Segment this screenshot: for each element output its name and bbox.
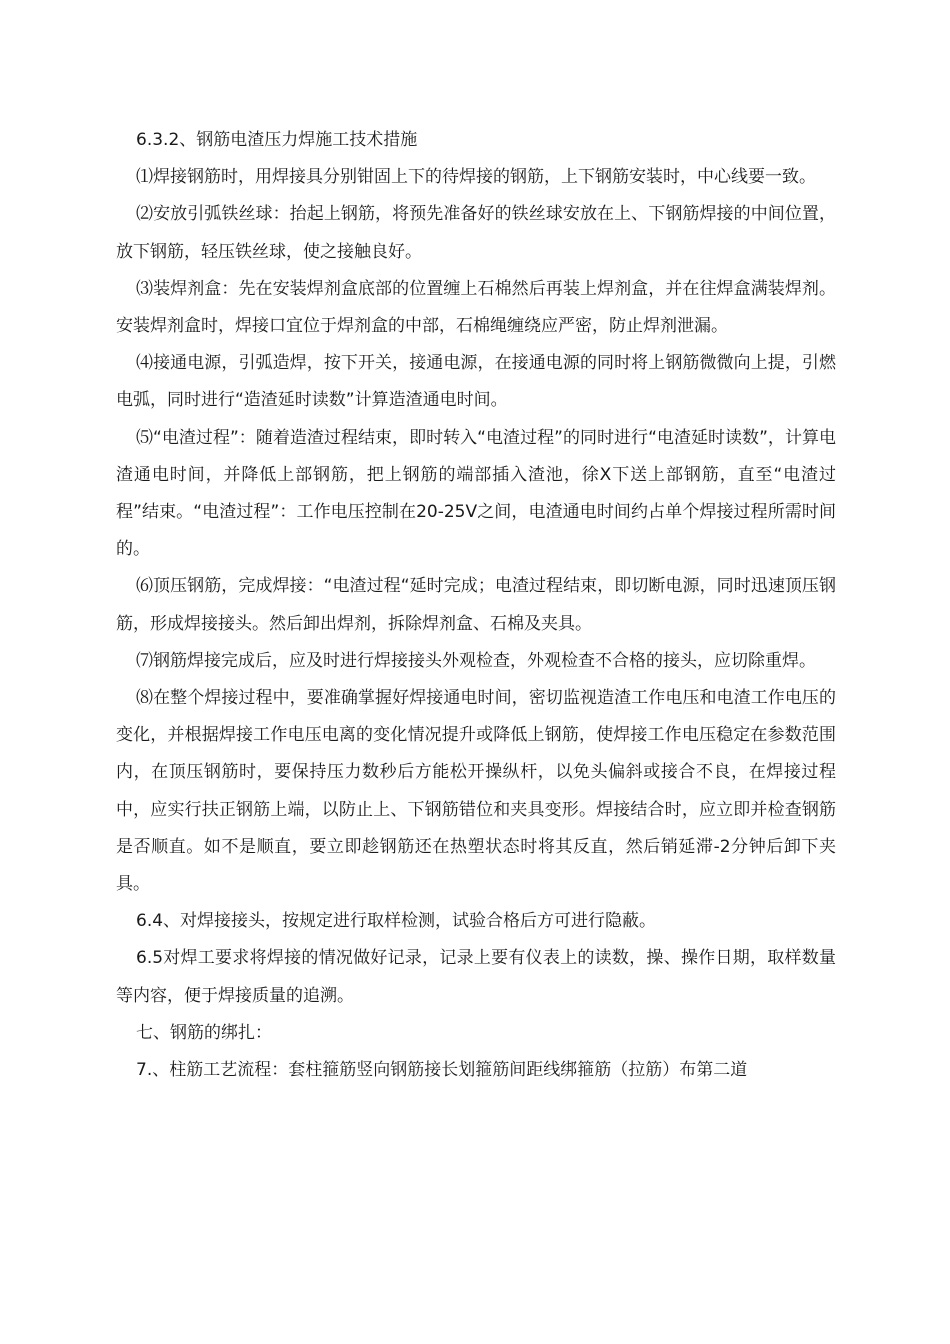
- paragraph-step-8: ⑻在整个焊接过程中，要准确掌握好焊接通电时间，密切监视造渣工作电压和电渣工作电压的变化，并根据焊接工作电压电离的变化情况提升或降低上钢筋，使焊接工作电压稳定在参数范围内，在顶压钢筋时，要保持压力数秒后方能松开操纵杆，以免头偏斜或接合不良，在焊接过程中，应实行扶正钢筋上端，以防止上、下钢筋错位和夹具变形。焊接结合时，应立即并检查钢筋是否顺直。如不是顺直，要立即趁钢筋还在热塑状态时将其反直，然后销延滞-2分钟后卸下夹具。: [116, 688, 836, 895]
- section-heading-7: 七、钢筋的绑扎：: [136, 1022, 272, 1043]
- paragraph-6-4: 6.4、对焊接接头，按规定进行取样检测，试验合格后方可进行隐蔽。: [136, 911, 657, 932]
- paragraph-step-3: ⑶装焊剂盒：先在安装焊剂盒底部的位置缠上石棉然后再装上焊剂盒，并在往焊盒满装焊剂。安装焊剂盒时，焊接口宜位于焊剂盒的中部，石棉绳缠绕应严密，防止焊剂泄漏。: [116, 278, 836, 337]
- paragraph-step-6: ⑹顶压钢筋，完成焊接：“电渣过程“延时完成；电渣过程结束，即切断电源，同时迅速顶压钢筋，形成焊接接头。然后卸出焊剂，拆除焊剂盒、石棉及夹具。: [116, 576, 836, 634]
- paragraph-7-column-process: 7.、柱筋工艺流程：套柱箍筋竖向钢筋接长划箍筋间距线绑箍筋（拉筋）布第二道: [136, 1060, 748, 1081]
- paragraph-6-5: 6.5对焊工要求将焊接的情况做好记录，记录上要有仪表上的读数，操、操作日期，取样数量等内容，便于焊接质量的追溯。: [116, 948, 836, 1006]
- paragraph-step-1: ⑴焊接钢筋时，用焊接具分别钳固上下的待焊接的钢筋，上下钢筋安装时，中心线要一致。: [136, 167, 816, 188]
- section-heading-6-3-2: 6.3.2、钢筋电渣压力焊施工技术措施: [136, 130, 418, 150]
- paragraph-step-2: ⑵安放引弧铁丝球：抬起上钢筋，将预先准备好的铁丝球安放在上、下钢筋焊接的中间位置，放下钢筋，轻压铁丝球，使之接触良好。: [116, 204, 836, 262]
- paragraph-step-4: ⑷接通电源，引弧造焊，按下开关，接通电源，在接通电源的同时将上钢筋微微向上提，引燃电弧，同时进行“造渣延时读数”计算造渣通电时间。: [116, 353, 836, 411]
- paragraph-step-7: ⑺钢筋焊接完成后，应及时进行焊接接头外观检查，外观检查不合格的接头，应切除重焊。: [136, 650, 816, 671]
- document-body: [116, 122, 836, 1089]
- paragraph-step-5: ⑸“电渣过程”：随着造渣过程结束，即时转入“电渣过程”的同时进行“电渣延时读数”，计算电渣通电时间，并降低上部钢筋，把上钢筋的端部插入渣池，徐X下送上部钢筋，直至“电渣过程”结束。“电渣过程”：工作电压控制在20-25V之间，电渣通电时间约占单个焊接过程所需时间的。: [116, 427, 836, 560]
